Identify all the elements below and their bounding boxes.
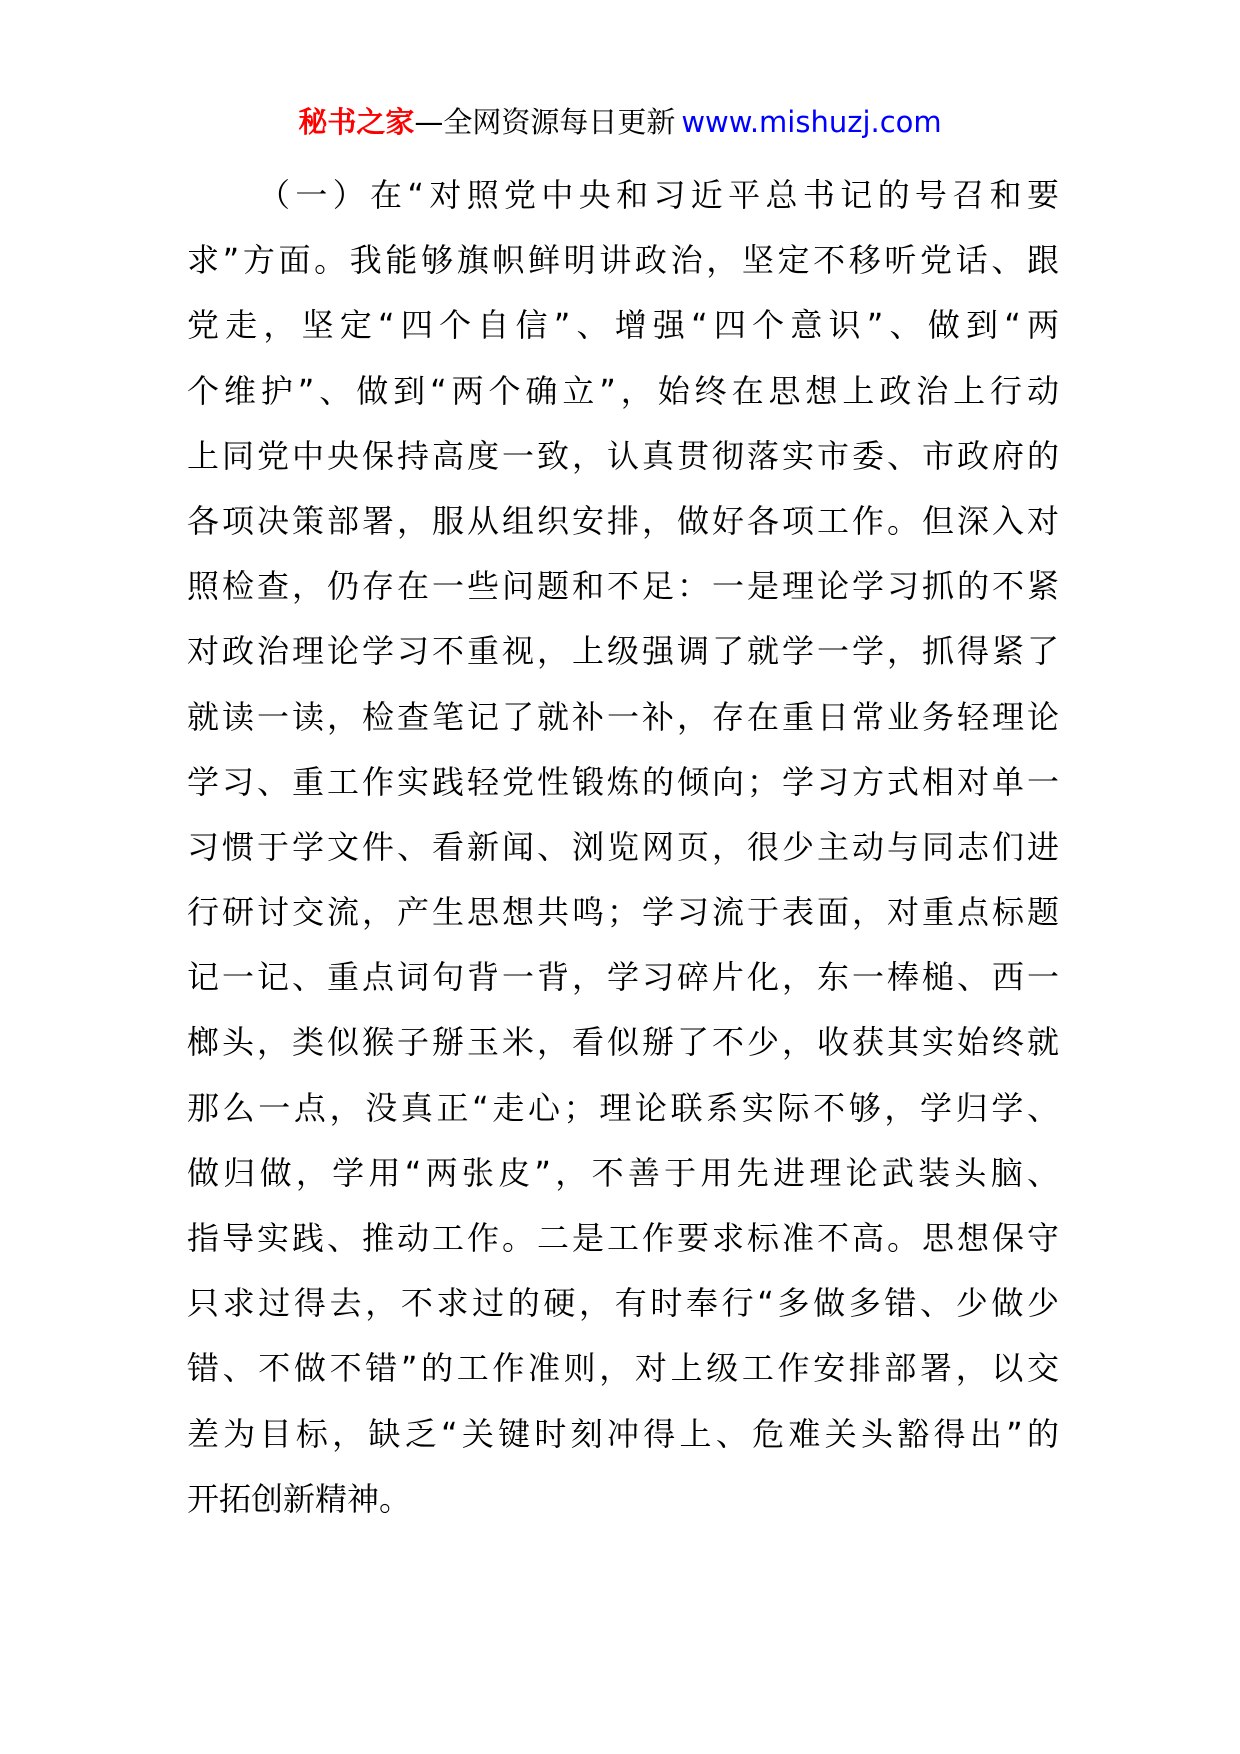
paragraph-line: 行研讨交流，产生思想共鸣；学习流于表面，对重点标题 (187, 893, 1059, 932)
paragraph-line: 各项决策部署，服从组织安排，做好各项工作。但深入对 (187, 501, 1059, 540)
brand-name: 秘书之家 (298, 105, 415, 139)
header-tagline: —全网资源每日更新 (414, 105, 676, 139)
paragraph-line: 开拓创新精神。 (187, 1479, 412, 1518)
paragraph-line: 只求过得去，不求过的硬，有时奉行“多做多错、少做少 (187, 1284, 1059, 1323)
paragraph-line: 差为目标，缺乏“关键时刻冲得上、危难关头豁得出”的 (187, 1414, 1059, 1453)
paragraph-line: 错、不做不错”的工作准则，对上级工作安排部署，以交 (187, 1349, 1059, 1388)
paragraph-line: 榔头，类似猴子掰玉米，看似掰了不少，收获其实始终就 (187, 1023, 1059, 1062)
document-body (187, 163, 1059, 1532)
paragraph-line: 党走，坚定“四个自信”、增强“四个意识”、做到“两 (187, 306, 1059, 345)
paragraph-line: 那么一点，没真正“走心；理论联系实际不够，学归学、 (187, 1088, 1059, 1127)
paragraph-line: 就读一读，检查笔记了就补一补，存在重日常业务轻理论 (187, 697, 1059, 736)
paragraph-line: （一）在“对照党中央和习近平总书记的号召和要 (258, 176, 1059, 214)
paragraph-line: 求”方面。我能够旗帜鲜明讲政治，坚定不移听党话、跟 (187, 241, 1059, 280)
paragraph-line: 对政治理论学习不重视，上级强调了就学一学，抓得紧了 (187, 632, 1059, 671)
paragraph-line: 照检查，仍存在一些问题和不足：一是理论学习抓的不紧 (187, 567, 1059, 606)
site-url-link[interactable]: www.mishuzj.com (681, 105, 942, 139)
paragraph-line: 习惯于学文件、看新闻、浏览网页，很少主动与同志们进 (187, 827, 1059, 866)
paragraph-line: 指导实践、推动工作。二是工作要求标准不高。思想保守 (187, 1219, 1059, 1257)
paragraph-line: 个维护”、做到“两个确立”，始终在思想上政治上行动 (187, 371, 1059, 410)
paragraph-line: 上同党中央保持高度一致，认真贯彻落实市委、市政府的 (187, 436, 1059, 475)
paragraph-line: 学习、重工作实践轻党性锻炼的倾向；学习方式相对单一 (187, 762, 1059, 801)
paragraph-line: 记一记、重点词句背一背，学习碎片化，东一棒槌、西一 (187, 958, 1059, 997)
watermark-header (0, 100, 1240, 144)
paragraph-line: 做归做，学用“两张皮”，不善于用先进理论武装头脑、 (187, 1153, 1059, 1192)
